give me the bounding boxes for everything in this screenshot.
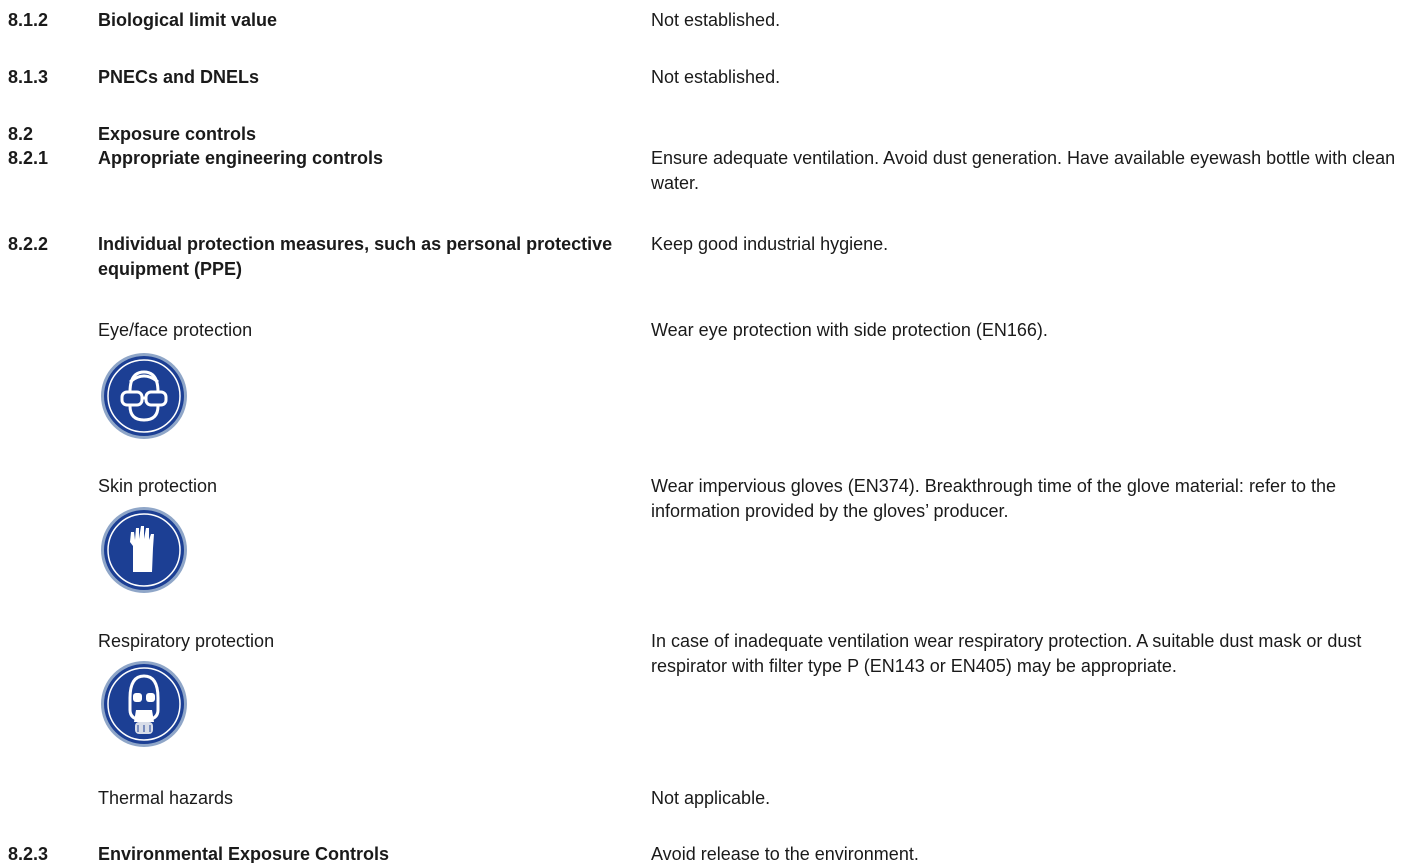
- section-value: Avoid release to the environment.: [651, 844, 919, 863]
- ppe-value: Wear eye protection with side protection (EN166).: [651, 320, 1048, 340]
- ppe-label: Eye/face protection: [98, 320, 253, 340]
- safety-goggles-icon: [100, 352, 188, 440]
- section-number: 8.2.1: [8, 148, 49, 168]
- section-value: Keep good industrial hygiene.: [651, 234, 889, 254]
- section-number: 8.2.3: [8, 844, 49, 863]
- section-number: 8.1.3: [8, 67, 49, 87]
- section-title: Individual protection measures, such as personal protective equipment (PPE): [98, 234, 613, 279]
- ppe-value: Not applicable.: [651, 788, 771, 808]
- section-title: Environmental Exposure Controls: [98, 844, 390, 863]
- ppe-label: Skin protection: [98, 476, 218, 496]
- section-number: 8.1.2: [8, 10, 49, 30]
- section-value: Ensure adequate ventilation. Avoid dust generation. Have available eyewash bottle with clean water.: [651, 148, 1396, 193]
- respirator-icon: [100, 660, 188, 748]
- section-title: Exposure controls: [98, 124, 257, 144]
- ppe-value: Wear impervious gloves (EN374). Breakthrough time of the glove material: refer to the information provided by the gloves’ producer.: [651, 476, 1336, 521]
- ppe-value: In case of inadequate ventilation wear respiratory protection. A suitable dust mask or dust respirator with filter type P (EN143 or EN405) may be appropriate.: [651, 631, 1362, 676]
- section-value: Not established.: [651, 67, 781, 87]
- section-title: Biological limit value: [98, 10, 278, 30]
- section-value: Not established.: [651, 10, 781, 30]
- ppe-label: Respiratory protection: [98, 631, 275, 651]
- section-number: 8.2.2: [8, 234, 49, 254]
- section-title: Appropriate engineering controls: [98, 148, 384, 168]
- section-number: 8.2: [8, 124, 34, 144]
- ppe-label: Thermal hazards: [98, 788, 234, 808]
- gloves-icon: [100, 506, 188, 594]
- section-title: PNECs and DNELs: [98, 67, 260, 87]
